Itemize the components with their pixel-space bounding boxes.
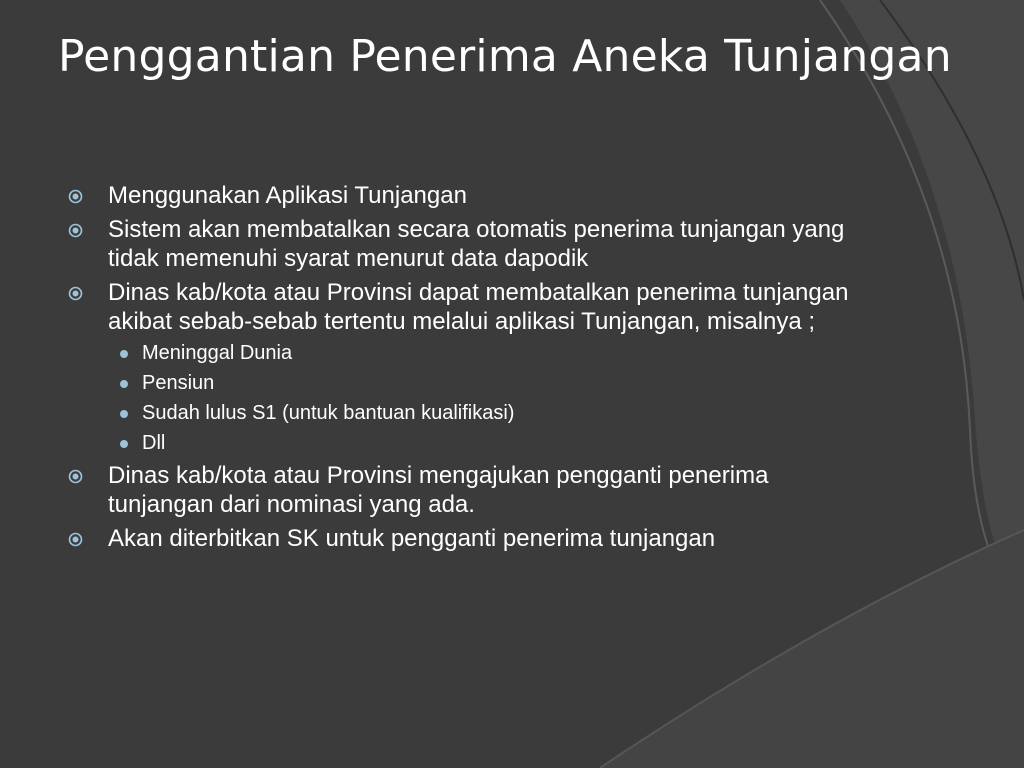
sub-bullet-text: Sudah lulus S1 (untuk bantuan kualifikasi): [142, 402, 515, 424]
circled-dot-icon: [68, 469, 83, 484]
filled-circle-icon: [120, 410, 128, 418]
bullet-text: Dinas kab/kota atau Provinsi dapat membatalkan penerima tunjangan akibat sebab-sebab tertentu melalui aplikasi Tunjangan, misalnya ;: [108, 279, 849, 335]
sub-bullet-item: [60, 431, 880, 456]
circled-dot-icon: [68, 286, 83, 301]
circled-dot-icon: [68, 223, 83, 238]
sub-bullet-text: Meninggal Dunia: [142, 342, 293, 364]
filled-circle-icon: [120, 380, 128, 388]
filled-circle-icon: [120, 350, 128, 358]
circled-dot-icon: [68, 532, 83, 547]
bullet-text: Akan diterbitkan SK untuk pengganti penerima tunjangan: [108, 525, 716, 552]
bullet-item: [60, 181, 880, 210]
circled-dot-icon: [68, 189, 83, 204]
sub-bullet-item: [60, 371, 880, 396]
sub-bullet-list: [60, 341, 880, 456]
bullet-item: [60, 461, 880, 519]
filled-circle-icon: [120, 440, 128, 448]
bullet-item: [60, 215, 880, 273]
sub-bullet-item: [60, 401, 880, 426]
sub-bullet-item: [60, 341, 880, 366]
sub-bullet-text: Dll: [142, 432, 166, 454]
bullet-content: [60, 181, 880, 558]
slide-title: Penggantian Penerima Aneka Tunjangan: [58, 31, 952, 82]
bullet-item: [60, 524, 880, 553]
bullet-text: Sistem akan membatalkan secara otomatis penerima tunjangan yang tidak memenuhi syarat menurut data dapodik: [108, 216, 845, 272]
sub-bullet-text: Pensiun: [142, 372, 215, 394]
bullet-text: Menggunakan Aplikasi Tunjangan: [108, 182, 467, 209]
bullet-item: [60, 278, 880, 336]
bullet-text: Dinas kab/kota atau Provinsi mengajukan pengganti penerima tunjangan dari nominasi yang ada.: [108, 462, 769, 518]
